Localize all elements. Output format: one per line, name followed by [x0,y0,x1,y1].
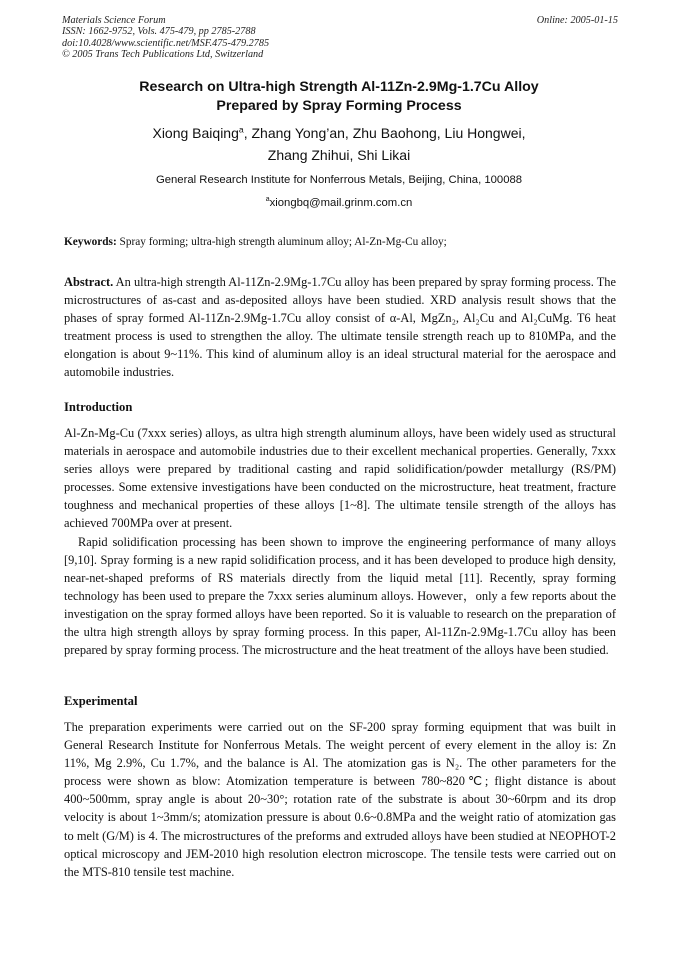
introduction-paragraph-1: Al-Zn-Mg-Cu (7xxx series) alloys, as ultra high strength aluminum alloys, have been widely used as structural materials in aerospace and automobile industries due to their excellent mechanical properties. Generally, 7xxx series alloys were prepared by traditional casting and rapid solidification/powder metallurgy (RS/PM) processes. Some extensive investigations have been conducted on the microstructure, heat treatment, fracture toughness and mechanical properties of these alloys [1~8]. The ultimate tensile strength of the alloys has achieved 700MPa over at present. [64,426,616,531]
paper-title [40,78,638,116]
contact-email [40,197,638,209]
introduction-heading: Introduction [64,400,133,414]
abstract-label: Abstract. [64,275,114,289]
introduction-paragraph-2: Rapid solidification processing has been shown to improve the engineering performance of many alloys [9,10]. Spray forming is a new rapid solidification process, and it has been developed to produce high density, near-net-shaped preforms of RS materials directly from the liquid metal [11]. Recently, spray forming technology has been used to prepare the 7xxx series aluminum alloys. However，only a few reports about the investigation on the spray formed alloys have been reported. So it is valuable to research on the preparation of the ultra high strength alloys by spray forming process. In this paper, Al-11Zn-2.9Mg-1.7Cu alloy has been prepared by spray forming process. The microstructure and the heat treatment of the alloys have been studied. [64,534,616,658]
title-line-2: Prepared by Spray Forming Process [216,98,462,114]
issn-line: ISSN: 1662-9752, Vols. 475-479, pp 2785-2788 [62,26,256,38]
author-list [40,122,638,166]
experimental-paragraph-1: The preparation experiments were carried out on the SF-200 spray forming equipment that was built in General Research Institute for Nonferrous Metals. The weight percent of every element in the alloy is: Zn 11%, Mg 2.9%, Cu 1.7%, and the balance is Al. The atomization gas is N₂. The other parameters for the process were shown as blow: Atomization temperature is between 780~820℃; flight distance is about 400~500mm, spray angle is about 20~30°; rotation rate of the substrate is about 30~60rpm and its drop velocity is about 1~3mm/s; atomization pressure is about 0.6~0.8MPa and the weight ratio of atomization gas to melt (G/M) is 4. The microstructures of the preforms and extruded alloys have been studied at NEOPHOT-2 optical microscopy and JEM-2010 high resolution electron microscope. The tensile tests were carried out on the MTS-810 tensile test machine. [64,720,616,879]
keywords [64,236,616,248]
email-address: xiongbq@mail.grinm.com.cn [269,197,413,209]
author-line-2: Zhang Zhihui, Shi Likai [267,147,411,163]
introduction-body [64,424,616,659]
keywords-text: Spray forming; ultra-high strength aluminum alloy; Al-Zn-Mg-Cu alloy; [119,236,447,248]
online-date: Online: 2005-01-15 [536,15,618,26]
first-author: Xiong Baiqing [152,125,239,141]
keywords-label: Keywords: [64,236,117,248]
email-affil-mark: a [265,196,270,204]
abstract [64,273,616,382]
experimental-heading: Experimental [64,694,138,708]
affiliation: General Research Institute for Nonferrous Metals, Beijing, China, 100088 [155,174,523,186]
author-affil-mark: a [238,124,244,135]
abstract-text: An ultra-high strength Al-11Zn-2.9Mg-1.7Cu alloy has been prepared by spray forming process. The microstructures of as-cast and as-deposited alloys have been studied. XRD analysis result shows that the phases of spray formed Al-11Zn-2.9Mg-1.7Cu alloy consist of α-Al, MgZn₂, Al₂Cu and Al₂CuMg. T6 heat treatment process is used to strengthen the alloy. The ultimate tensile strength reach up to 810MPa, and the elongation is about 9~11%. This kind of aluminum alloy is an ideal structural material for the aerospace and automobile industries. [64,275,616,380]
doi-line: doi:10.4028/www.scientific.net/MSF.475-479.2785 [62,37,270,49]
journal-name: Materials Science Forum [62,15,166,26]
experimental-body [64,718,616,881]
copyright-line: © 2005 Trans Tech Publications Ltd, Switzerland [62,49,264,61]
publication-header [62,15,618,61]
author-line-1 [40,122,638,144]
title-line-1: Research on Ultra-high Strength Al-11Zn-2.9Mg-1.7Cu Alloy [139,79,539,95]
other-authors: , Zhang Yong’an, Zhu Baohong, Liu Hongwei, [243,125,526,141]
